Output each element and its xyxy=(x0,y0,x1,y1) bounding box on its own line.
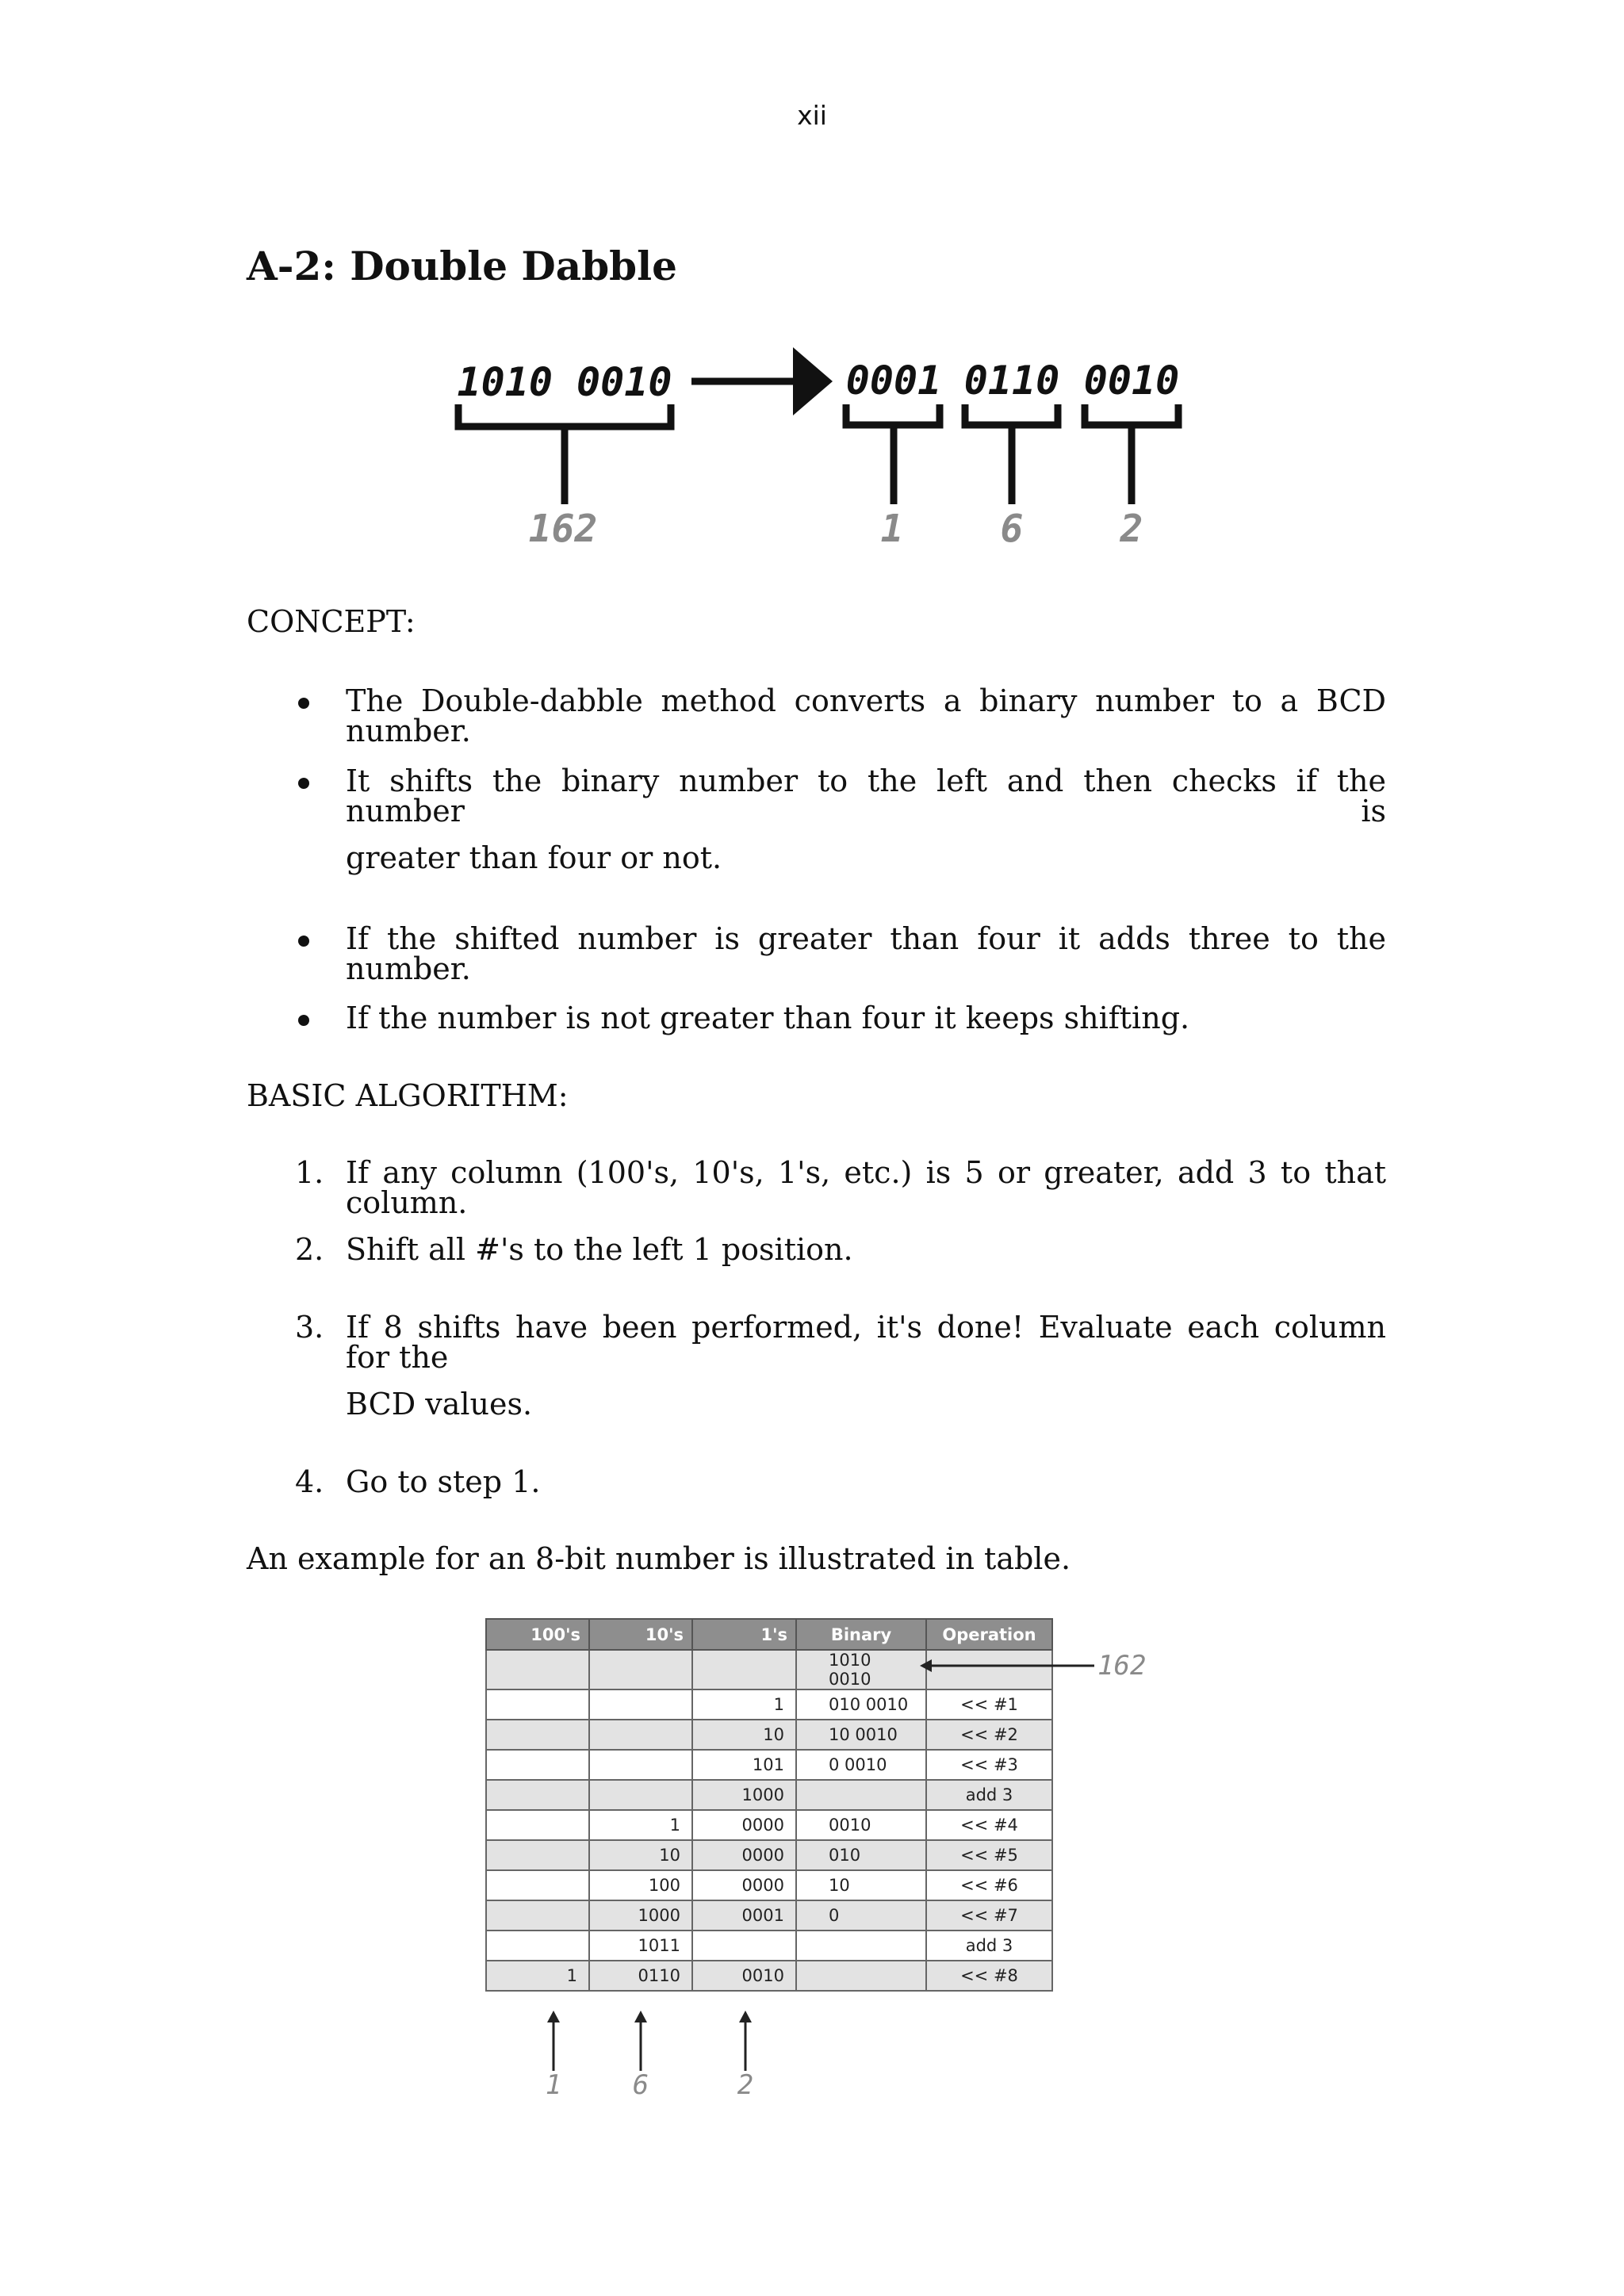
cell-operation: << #5 xyxy=(926,1840,1052,1870)
section-title: A-2: Double Dabble xyxy=(247,243,677,289)
example-text: An example for an 8-bit number is illustrated in table. xyxy=(247,1541,1071,1576)
bcd-group-1: 0001 xyxy=(845,358,942,404)
cell-operation: add 3 xyxy=(926,1931,1052,1961)
table-digit-label-2: 2 xyxy=(737,2069,754,2101)
algorithm-step-3-continuation: BCD values. xyxy=(346,1387,533,1422)
table-input-label: 162 xyxy=(1097,1650,1147,1682)
cell-tens: 10 xyxy=(589,1840,692,1870)
concept-label: CONCEPT: xyxy=(247,604,416,639)
digit-label-1: 1 xyxy=(880,507,904,551)
concept-bullet-2: It shifts the binary number to the left and then checks if the number is xyxy=(346,763,1386,828)
binary-input-text: 1010 0010 xyxy=(457,359,672,405)
digit-arrow-head-6 xyxy=(634,2011,647,2022)
cell-ones: 101 xyxy=(692,1750,796,1780)
input-pointer-arrowhead xyxy=(920,1659,932,1672)
cell-operation: << #1 xyxy=(926,1689,1052,1720)
cell-tens: 100 xyxy=(589,1870,692,1900)
cell-binary: 010 0010 xyxy=(796,1689,926,1720)
algorithm-step-1: If any column (100's, 10's, 1's, etc.) is 5 or greater, add 3 to that column. xyxy=(346,1155,1386,1220)
header-tens: 10's xyxy=(589,1619,692,1650)
cell-binary: 0010 xyxy=(796,1810,926,1840)
cell-binary: 10 xyxy=(796,1870,926,1900)
cell-ones: 0000 xyxy=(692,1840,796,1870)
algorithm-label: BASIC ALGORITHM: xyxy=(247,1078,569,1113)
concept-bullet-4: If the number is not greater than four it keeps shifting. xyxy=(346,1001,1190,1035)
step-number: 1. xyxy=(295,1155,324,1190)
digit-arrow-head-1 xyxy=(547,2011,560,2022)
cell-ones: 1000 xyxy=(692,1780,796,1810)
algorithm-step-3: If 8 shifts have been performed, it's done! Evaluate each column for the xyxy=(346,1310,1386,1375)
cell-operation: << #6 xyxy=(926,1870,1052,1900)
table-digit-label-1: 1 xyxy=(545,2069,562,2101)
bcd-group-2: 0110 xyxy=(963,358,1060,404)
header-binary: Binary xyxy=(796,1619,926,1650)
cell-ones: 0000 xyxy=(692,1810,796,1840)
concept-bullet-1: The Double-dabble method converts a binary number to a BCD number. xyxy=(346,683,1386,748)
header-hundreds: 100's xyxy=(486,1619,589,1650)
step-number: 4. xyxy=(295,1464,324,1499)
algorithm-step-4: Go to step 1. xyxy=(346,1464,541,1499)
digit-label-2: 2 xyxy=(1120,507,1143,551)
cell-ones: 0001 xyxy=(692,1900,796,1931)
digit-label-6: 6 xyxy=(1000,507,1024,551)
cell-binary: 1010 0010 xyxy=(796,1650,926,1689)
step-number: 3. xyxy=(295,1310,324,1345)
cell-tens: 1011 xyxy=(589,1931,692,1961)
cell-ones: 0010 xyxy=(692,1961,796,1991)
cell-binary: 010 xyxy=(796,1840,926,1870)
cell-operation: << #4 xyxy=(926,1810,1052,1840)
concept-bullet-2-continuation: greater than four or not. xyxy=(346,840,722,875)
header-ones: 1's xyxy=(692,1619,796,1650)
algorithm-step-2: Shift all #'s to the left 1 position. xyxy=(346,1232,853,1267)
cell-tens: 0110 xyxy=(589,1961,692,1991)
step-number: 2. xyxy=(295,1232,324,1267)
cell-tens: 1 xyxy=(589,1810,692,1840)
digit-arrow-head-2 xyxy=(739,2011,752,2022)
cell-operation: << #7 xyxy=(926,1900,1052,1931)
cell-operation: << #8 xyxy=(926,1961,1052,1991)
cell-operation: << #3 xyxy=(926,1750,1052,1780)
concept-bullet-3: If the shifted number is greater than four it adds three to the number. xyxy=(346,921,1386,986)
cell-binary: 10 0010 xyxy=(796,1720,926,1750)
cell-tens: 1000 xyxy=(589,1900,692,1931)
cell-ones: 10 xyxy=(692,1720,796,1750)
input-value-label: 162 xyxy=(528,507,598,551)
cell-ones: 0000 xyxy=(692,1870,796,1900)
cell-binary: 0 0010 xyxy=(796,1750,926,1780)
cell-operation: << #2 xyxy=(926,1720,1052,1750)
page-number: xii xyxy=(797,100,827,131)
bcd-group-3: 0010 xyxy=(1083,358,1180,404)
header-operation: Operation xyxy=(926,1619,1052,1650)
cell-ones: 1 xyxy=(692,1689,796,1720)
cell-binary: 0 xyxy=(796,1900,926,1931)
cell-operation: add 3 xyxy=(926,1780,1052,1810)
table-digit-label-6: 6 xyxy=(632,2069,649,2101)
cell-hundreds: 1 xyxy=(486,1961,589,1991)
